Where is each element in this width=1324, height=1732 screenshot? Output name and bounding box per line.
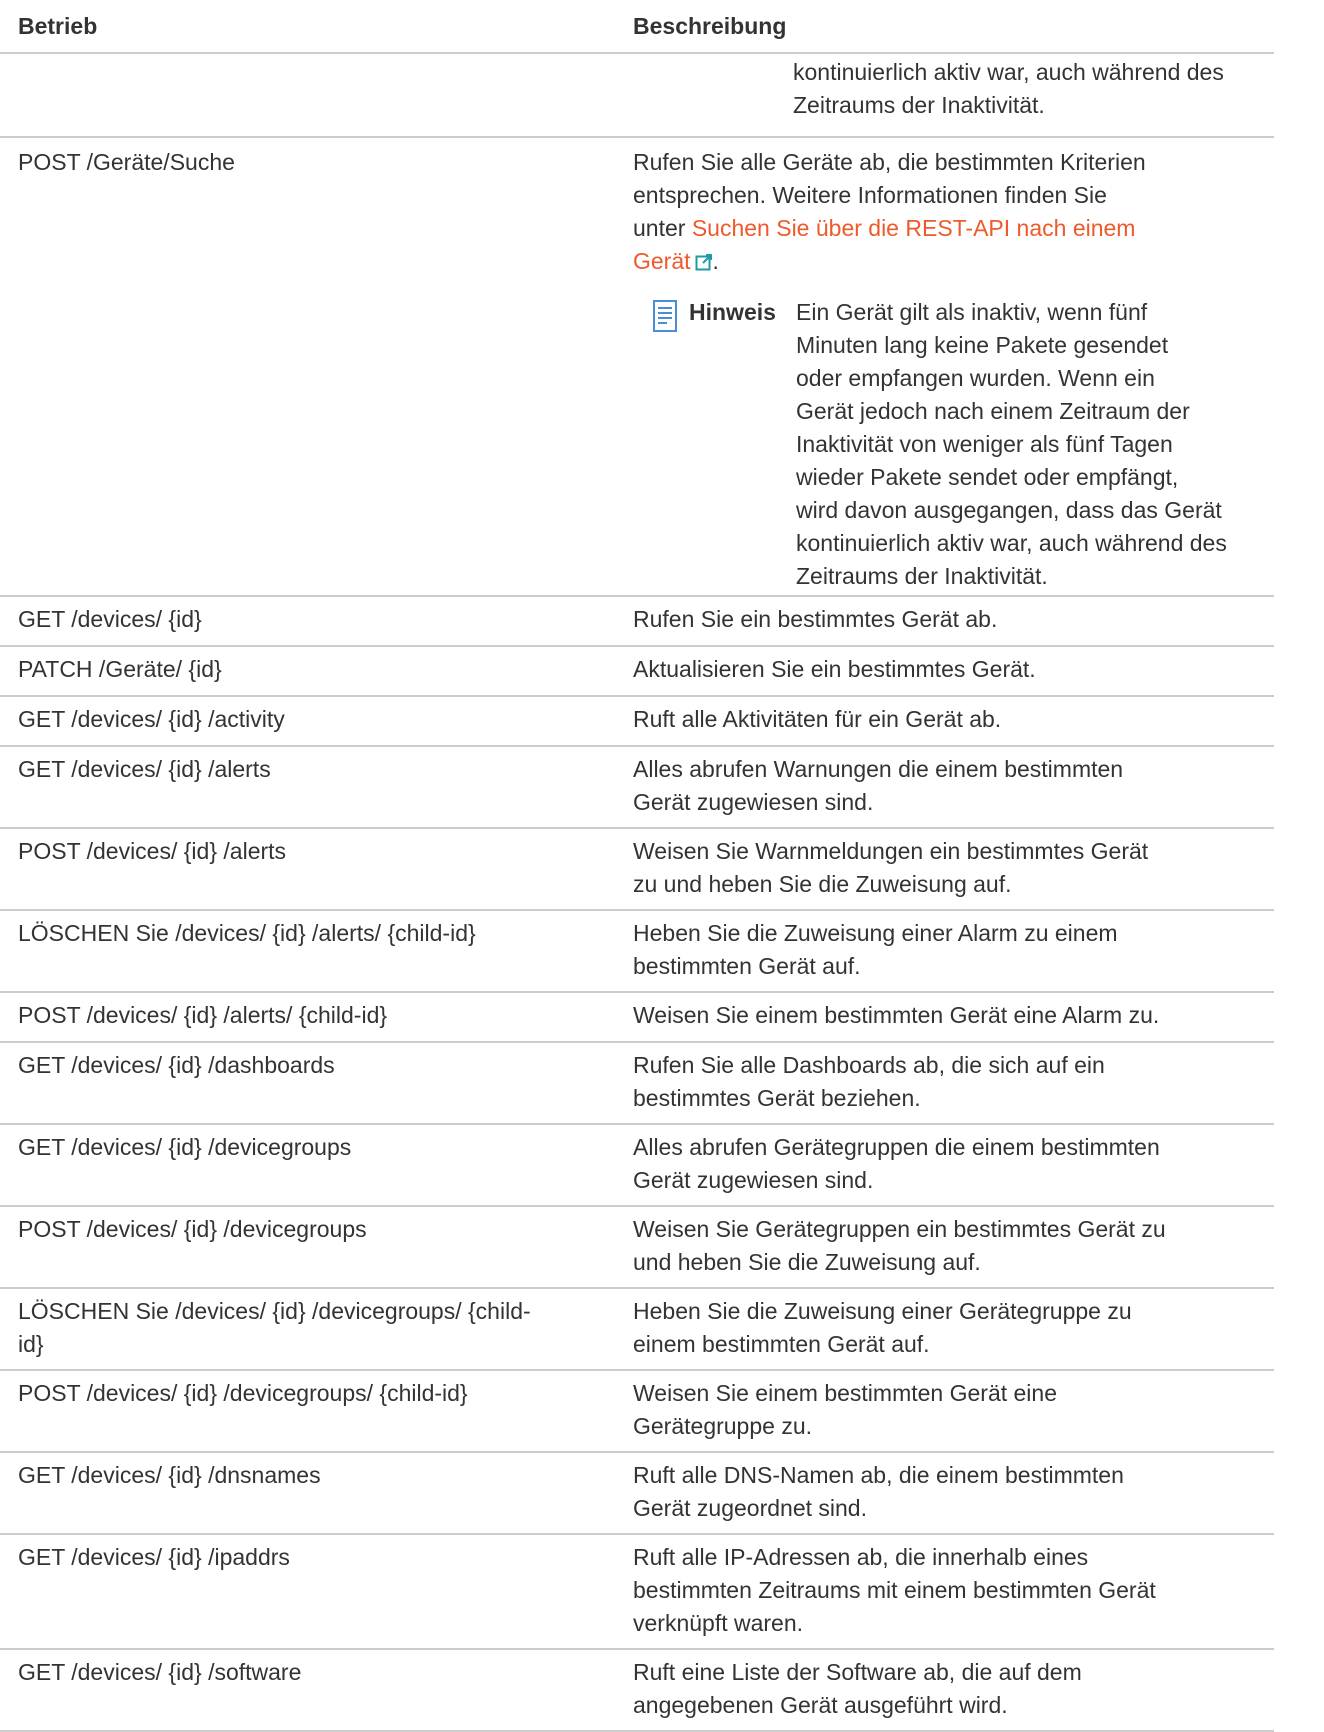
note-box: Hinweis Ein Gerät gilt als inaktiv, wenn fünf Minuten lang keine Pakete gesendet oder empfangen wurden. Wenn ein Gerät jedoch nach einem Zeitraum der Inaktivität von weniger als fünf Tagen wieder Pakete sendet oder empfängt, wird davon ausgegangen, dass das Gerät kontinuierlich aktiv war, auch während des Zeitraums der Inaktivität. (653, 296, 1274, 593)
operation-cell: GET /devices/ {id} /ipaddrs (18, 1544, 290, 1570)
description-cell: Alles abrufen Warnungen die einem bestimmten Gerät zugewiesen sind. (633, 756, 1124, 815)
description-cell: Ruft alle IP-Adressen ab, die innerhalb eines bestimmten Zeitraums mit einem bestimmten Gerät verknüpft waren. (633, 1544, 1156, 1636)
table-row (0, 747, 1274, 829)
operation-cell: GET /devices/ {id} /alerts (18, 756, 271, 782)
note-icon (653, 300, 677, 332)
operation-cell: GET /devices/ {id} /devicegroups (18, 1134, 352, 1160)
operation-cell: POST /devices/ {id} /alerts/ {child-id} (18, 1002, 388, 1028)
operation-cell: GET /devices/ {id} /software (18, 1659, 302, 1685)
description-cell: Weisen Sie einem bestimmten Gerät eine Alarm zu. (633, 1002, 1160, 1028)
table-row-search (0, 138, 1274, 597)
description-cell: Ruft alle DNS-Namen ab, die einem bestimmten Gerät zugeordnet sind. (633, 1462, 1124, 1521)
description-cell: Aktualisieren Sie ein bestimmtes Gerät. (633, 656, 1036, 682)
operation-cell: GET /devices/ {id} (18, 606, 202, 632)
table-row (0, 1125, 1274, 1207)
operation-cell: POST /Geräte/Suche (18, 149, 235, 175)
table-row (0, 647, 1274, 697)
description-cell: Weisen Sie Warnmeldungen ein bestimmtes Gerät zu und heben Sie die Zuweisung auf. (633, 838, 1149, 897)
note-text: Ein Gerät gilt als inaktiv, wenn fünf (796, 299, 1148, 325)
description-cell: Heben Sie die Zuweisung einer Gerätegruppe zu einem bestimmten Gerät auf. (633, 1298, 1132, 1357)
operation-cell: POST /devices/ {id} /devicegroups (18, 1216, 367, 1242)
column-header-operation: Betrieb (18, 12, 98, 39)
rest-api-search-link[interactable]: Suchen Sie über die REST-API nach einem (691, 215, 1136, 241)
table-row (0, 1453, 1274, 1535)
table-row (0, 597, 1274, 647)
description-cell: Ruft alle Aktivitäten für ein Gerät ab. (633, 706, 1002, 732)
table-row (0, 1207, 1274, 1289)
description-cell: Weisen Sie Gerätegruppen ein bestimmtes Gerät zu und heben Sie die Zuweisung auf. (633, 1216, 1166, 1275)
description-cell: Rufen Sie alle Geräte ab, die bestimmten Kriterien entsprechen. Weitere Informationen finden Sie unter Suchen Sie über die REST-API nach einem Gerät . Hinweis Ein Gerät gilt als inaktiv, wenn fünf Minuten lang keine Pakete gesendet oder empfangen wurden. Wenn ein Gerät jedoch nach einem Zeitraum der Inaktivität von weniger als fünf Tagen wieder Pakete sendet oder empfängt, wird davon ausgegangen, dass das Gerät kontinuierlich aktiv war, auch während des Zeitraums der Inaktivität. (633, 146, 1274, 593)
description-cell: Rufen Sie alle Dashboards ab, die sich auf ein bestimmtes Gerät beziehen. (633, 1052, 1105, 1111)
operation-cell: POST /devices/ {id} /devicegroups/ {child-id} (18, 1380, 468, 1406)
external-link-icon[interactable] (695, 253, 713, 271)
note-continuation: kontinuierlich aktiv war, auch während des Zeitraums der Inaktivität. (793, 59, 1224, 118)
description-cell: Ruft eine Liste der Software ab, die auf dem angegebenen Gerät ausgeführt wird. (633, 1659, 1082, 1718)
description-cell: Weisen Sie einem bestimmten Gerät eine Gerätegruppe zu. (633, 1380, 1057, 1439)
table-row (0, 1535, 1274, 1650)
rest-api-search-link-cont[interactable]: Gerät (633, 248, 691, 274)
operation-cell: GET /devices/ {id} /activity (18, 706, 285, 732)
table-row-continuation (0, 54, 1274, 138)
operation-cell: LÖSCHEN Sie /devices/ {id} /alerts/ {child-id} (18, 920, 476, 946)
table-row (0, 829, 1274, 911)
description-cell: Heben Sie die Zuweisung einer Alarm zu einem bestimmten Gerät auf. (633, 920, 1118, 979)
description-cell: Rufen Sie ein bestimmtes Gerät ab. (633, 606, 998, 632)
table-row (0, 1650, 1274, 1732)
table-row (0, 1043, 1274, 1125)
column-header-description: Beschreibung (633, 12, 787, 39)
operation-cell: GET /devices/ {id} /dnsnames (18, 1462, 321, 1488)
operation-cell: GET /devices/ {id} /dashboards (18, 1052, 335, 1078)
table-row (0, 1289, 1274, 1371)
operation-cell: PATCH /Geräte/ {id} (18, 656, 222, 682)
operation-cell: POST /devices/ {id} /alerts (18, 838, 287, 864)
description-cell: Alles abrufen Gerätegruppen die einem bestimmten Gerät zugewiesen sind. (633, 1134, 1160, 1193)
operation-cell: LÖSCHEN Sie /devices/ {id} /devicegroups/ {child- id} (18, 1298, 531, 1357)
note-label: Hinweis (689, 299, 776, 325)
table-header (0, 0, 1274, 54)
table-row (0, 993, 1274, 1043)
table-row (0, 911, 1274, 993)
table-body (0, 597, 1274, 1732)
table-row (0, 1371, 1274, 1453)
table-row (0, 697, 1274, 747)
